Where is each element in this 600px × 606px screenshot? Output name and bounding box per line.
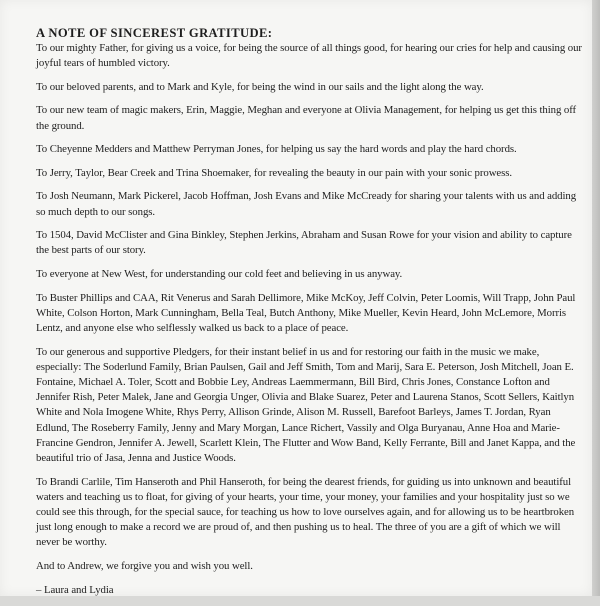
paragraph-andrew: And to Andrew, we forgive you and wish you well. [36, 559, 253, 572]
paragraph-father: To our mighty Father, for giving us a voice, for being the source of all things good, for hearing our cries for help and causing our joyful tears of humbled victory. [36, 42, 582, 70]
paragraph-musicians: To Josh Neumann, Mark Pickerel, Jacob Hoffman, Josh Evans and Mike McCready for sharing your talents with us and adding so much depth to our songs. [36, 190, 577, 218]
note-title: A NOTE OF SINCEREST GRATITUDE: [36, 26, 273, 40]
page-edge [592, 0, 600, 596]
signature: – Laura and Lydia [36, 583, 114, 596]
paragraph-management: To our new team of magic makers, Erin, Maggie, Meghan and everyone at Olivia Management, for helping us get this thing off the ground. [36, 104, 577, 132]
paragraph-songwriters: To Cheyenne Medders and Matthew Perryman Jones, for helping us say the hard words and play the hard chords. [36, 143, 517, 156]
paragraph-label: To everyone at New West, for understanding our cold feet and believing in us anyway. [36, 267, 403, 280]
paragraph-photographers: To 1504, David McClister and Gina Binkley, Stephen Jerkins, Abraham and Susan Rowe for your vision and ability to capture the best parts of our story. [36, 229, 572, 257]
paragraph-parents: To our beloved parents, and to Mark and Kyle, for being the wind in our sails and the light along the way. [36, 80, 484, 93]
paragraph-agency: To Buster Phillips and CAA, Rit Venerus and Sarah Dellimore, Mike McKoy, Jeff Colvin, Peter Loomis, Will Trapp, John Paul White, Colson Horton, Mark Cunningham, Bella Teal, Butch Anthony, Mike Mueller, Kevin Heard, John McLemore, Morris Lentz, and anyone else who selflessly walked us back to a place of peace. [36, 291, 576, 334]
paragraph-pledgers: To our generous and supportive Pledgers, for their instant belief in us and for restoring our faith in the music we make, especially: The Soderlund Family, Brian Paulsen, Gail and Jeff Smith, Tom and Marij, Sara E. Peterson, Josh Mitchell, Joan E. Fontaine, Michael A. Toler, Scott and Bobbie Ley, Andreas Laemmermann, Bill Bird, Chris Jones, Constance Lofton and Jennifer Rish, Peter Malek, Jane and Georgia Unger, Olivia and Blake Suarez, Peter and Laurena Stanos, Scott Sellers, Kaitlyn White and Nola Imogene White, Rhys Perry, Allison Grinde, Alison M. Russell, Barefoot Barleys, James T. Jordan, Ryan Edlund, The Roseberry Family, Jenny and Mary Morgan, Lance Richert, Vassily and Olga Buryanau, Anne Hoa and Marie-Francine Gendron, Jennifer A. Jewell, Scarlett Klein, The Flutter and Wow Band, Kelly Ferrante, Bill and Janet Kappa, and the beautiful trio of Jasa, Jenna and Justice Woods. [36, 345, 576, 464]
paragraph-producers: To Jerry, Taylor, Bear Creek and Trina Shoemaker, for revealing the beauty in our pain with your sonic prowess. [36, 166, 512, 179]
paragraph-friends: To Brandi Carlile, Tim Hanseroth and Phil Hanseroth, for being the dearest friends, for guiding us into unknown and beautiful waters and teaching us to float, for giving of your hearts, your time, your money, your families and your hospitality just so we could see this through, for the special sauce, for teaching us how to love ourselves again, and for allowing us to be heartbroken just long enough to make a record we are proud of, and then pushing us to heal. The three of you are a gift of which we will never be worthy. [36, 475, 575, 549]
gratitude-note [36, 26, 584, 606]
